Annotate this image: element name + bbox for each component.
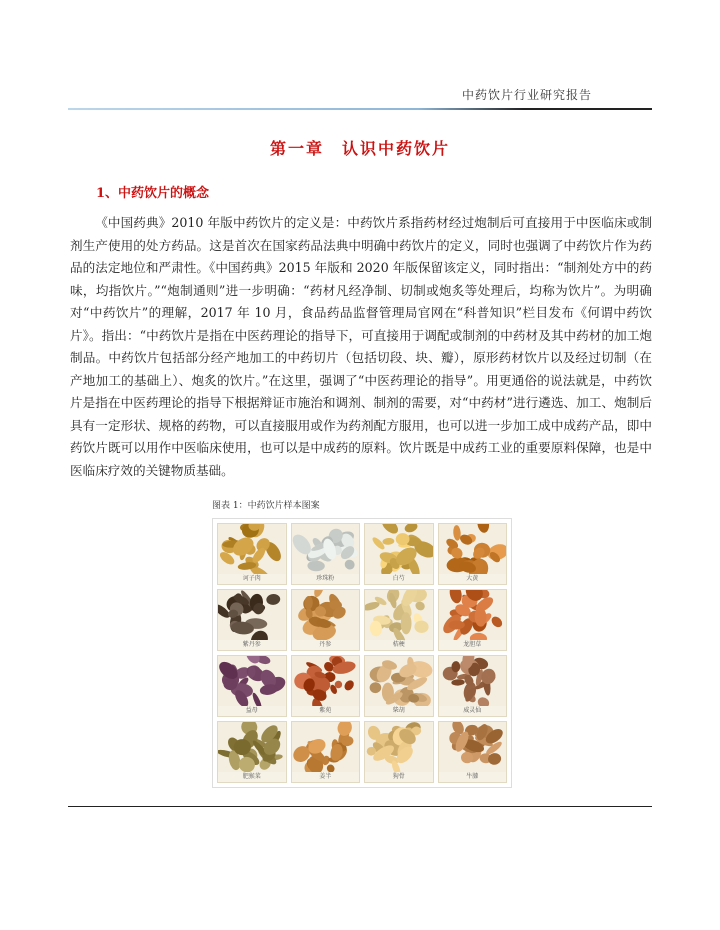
herb-sample-image bbox=[292, 524, 360, 574]
herb-sample-label: 龙胆草 bbox=[463, 641, 482, 648]
section-heading: 1、中药饮片的概念 bbox=[96, 186, 210, 201]
herb-sample-image bbox=[439, 590, 507, 640]
herb-sample-image bbox=[218, 656, 286, 706]
herb-sample-tile bbox=[364, 655, 434, 717]
herb-sample-tile bbox=[364, 523, 434, 585]
herb-sample-tile bbox=[438, 721, 508, 783]
herb-sample-label: 狗骨 bbox=[392, 773, 405, 780]
herb-sample-label: 姜半 bbox=[319, 773, 332, 780]
herb-sample-tile bbox=[291, 655, 361, 717]
herb-sample-tile bbox=[291, 721, 361, 783]
herb-sample-image bbox=[218, 524, 286, 574]
herb-sample-image bbox=[365, 722, 433, 772]
herb-sample-image bbox=[218, 590, 286, 640]
herb-sample-grid bbox=[212, 518, 512, 788]
report-header-title: 中药饮片行业研究报告 bbox=[462, 88, 593, 102]
chapter-title: 第一章 认识中药饮片 bbox=[269, 139, 450, 158]
herb-sample-tile bbox=[364, 589, 434, 651]
herb-sample-tile bbox=[217, 589, 287, 651]
herb-sample-label: 丹参 bbox=[319, 641, 332, 648]
herb-sample-image bbox=[218, 722, 286, 772]
herb-sample-label: 柴胡 bbox=[392, 707, 405, 714]
herb-sample-label: 牛膝 bbox=[466, 773, 479, 780]
herb-sample-tile bbox=[364, 721, 434, 783]
herb-sample-label: 诃子肉 bbox=[242, 575, 261, 582]
herb-sample-image bbox=[292, 722, 360, 772]
herb-sample-image bbox=[365, 656, 433, 706]
herb-sample-tile bbox=[217, 721, 287, 783]
herb-sample-image bbox=[365, 524, 433, 574]
herb-sample-label: 大黄 bbox=[466, 575, 479, 582]
figure-caption: 图表 1：中药饮片样本图案 bbox=[212, 501, 320, 511]
herb-sample-image bbox=[439, 722, 507, 772]
herb-sample-image bbox=[439, 656, 507, 706]
herb-sample-tile bbox=[438, 589, 508, 651]
herb-sample-label: 威灵仙 bbox=[463, 707, 482, 714]
herb-sample-image bbox=[292, 656, 360, 706]
herb-sample-image bbox=[439, 524, 507, 574]
herb-sample-label: 白芍 bbox=[392, 575, 405, 582]
herb-sample-tile bbox=[438, 523, 508, 585]
herb-sample-tile bbox=[217, 523, 287, 585]
footer-divider bbox=[68, 806, 652, 807]
herb-sample-label: 肥猴菜 bbox=[242, 773, 261, 780]
herb-sample-tile bbox=[291, 589, 361, 651]
herb-sample-label: 益母 bbox=[245, 707, 258, 714]
herb-sample-image bbox=[292, 590, 360, 640]
herb-sample-tile bbox=[291, 523, 361, 585]
herb-sample-tile bbox=[438, 655, 508, 717]
herb-sample-image bbox=[365, 590, 433, 640]
herb-sample-label: 紫苑 bbox=[319, 707, 332, 714]
herb-sample-label: 桔梗 bbox=[392, 641, 405, 648]
herb-sample-label: 紫丹参 bbox=[242, 641, 261, 648]
header-divider bbox=[68, 108, 652, 110]
herb-sample-tile bbox=[217, 655, 287, 717]
herb-sample-label: 珍珠粉 bbox=[316, 575, 335, 582]
body-paragraph: 《中国药典》2010 年版中药饮片的定义是：中药饮片系指药材经过炮制后可直接用于中医临床或制剂生产使用的处方药品。这是首次在国家药品法典中明确中药饮片的定义，同时也强调了中药饮片作为药品的法定地位和严肃性。《中国药典》2015 年版和 2020 年版保留该定义，同时指出：“制剂处方中的药味，均指饮片。”“炮制通则”进一步明确：“药材凡经净制、切制或炮炙等处理后，均称为饮片”。为明确对“中药饮片”的理解，2017 年 10 月，食品药品监督管理局官网在“科普知识”栏目发布《何谓中药饮片》。指出：“中药饮片是指在中医药理论的指导下，可直接用于调配或制剂的中药材及其中药材的加工炮制品。中药饮片包括部分经产地加工的中药切片（包括切段、块、瓣），原形药材饮片以及经过切制（在产地加工的基础上）、炮炙的饮片。”在这里，强调了“中医药理论的指导”。用更通俗的说法就是，中药饮片是指在中医药理论的指导下根据辩证市施治和调剂、制剂的需要，对“中药材”进行遴选、加工、炮制后具有一定形状、规格的药物，可以直接服用或作为药剂配方服用，也可以进一步加工成中成药产品，即中药饮片既可以用作中医临床使用，也可以是中成药的原料。饮片既是中成药工业的重要原料保障，也是中医临床疗效的关键物质基础。 bbox=[70, 215, 652, 478]
